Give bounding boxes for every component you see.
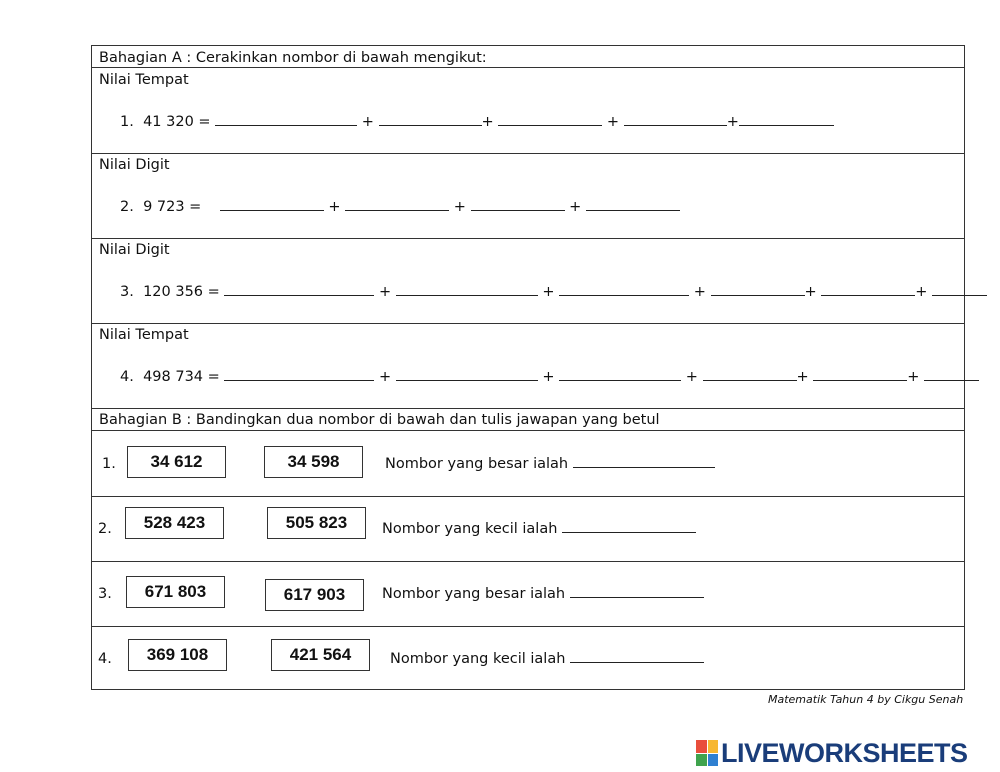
- question-text: Nombor yang besar ialah: [385, 456, 569, 472]
- answer-blank[interactable]: [624, 113, 727, 126]
- question-value: 120 356 =: [143, 284, 220, 300]
- question-number: 2.: [98, 521, 112, 537]
- question-number: 4.: [120, 369, 134, 385]
- question-number: 1.: [102, 456, 116, 472]
- answer-blank[interactable]: [573, 455, 715, 468]
- answer-blank[interactable]: [224, 368, 374, 381]
- answer-blank[interactable]: [396, 368, 538, 381]
- part-b-header: Bahagian B : Bandingkan dua nombor di bawah dan tulis jawapan yang betul: [99, 412, 660, 428]
- answer-blank[interactable]: [220, 198, 324, 211]
- divider: [92, 496, 964, 497]
- question-text: Nombor yang besar ialah: [382, 586, 566, 602]
- answer-blank[interactable]: [924, 368, 979, 381]
- answer-blank[interactable]: [559, 283, 689, 296]
- divider: [92, 408, 964, 409]
- question-number: 3.: [120, 284, 134, 300]
- answer-blank[interactable]: [559, 368, 681, 381]
- compare-question: [385, 455, 715, 473]
- divider: [92, 238, 964, 239]
- question-row-a1: 1. 41 320 = + + + +: [120, 113, 834, 131]
- compare-question: [382, 520, 696, 538]
- section-label: Nilai Tempat: [99, 72, 189, 88]
- question-text: Nombor yang kecil ialah: [382, 521, 558, 537]
- worksheet-table: [91, 45, 965, 690]
- answer-blank[interactable]: [345, 198, 449, 211]
- question-number: 1.: [120, 114, 134, 130]
- number-box: 369 108: [128, 639, 227, 671]
- logo-tile: [696, 740, 707, 753]
- logo-text: LIVEWORKSHEETS: [721, 737, 968, 768]
- question-value: 9 723 =: [143, 199, 202, 215]
- question-number: 3.: [98, 586, 112, 602]
- divider: [92, 153, 964, 154]
- answer-blank[interactable]: [711, 283, 805, 296]
- answer-blank[interactable]: [562, 520, 696, 533]
- answer-blank[interactable]: [932, 283, 987, 296]
- divider: [92, 626, 964, 627]
- section-label: Nilai Tempat: [99, 327, 189, 343]
- number-box: 671 803: [126, 576, 225, 608]
- answer-blank[interactable]: [586, 198, 680, 211]
- number-box: 421 564: [271, 639, 370, 671]
- question-row-a2: 2. 9 723 = + + +: [120, 198, 680, 216]
- number-box: 505 823: [267, 507, 366, 539]
- section-label: Nilai Digit: [99, 157, 170, 173]
- question-number: 2.: [120, 199, 134, 215]
- number-box: 528 423: [125, 507, 224, 539]
- question-row-a4: 4. 498 734 = + + + + +: [120, 368, 979, 386]
- answer-blank[interactable]: [471, 198, 565, 211]
- answer-blank[interactable]: [396, 283, 538, 296]
- logo-tile: [708, 754, 719, 767]
- number-box: 34 598: [264, 446, 363, 478]
- logo-mark-icon: [696, 740, 718, 766]
- answer-blank[interactable]: [821, 283, 915, 296]
- question-value: 498 734 =: [143, 369, 220, 385]
- logo-tile: [708, 740, 719, 753]
- question-row-a3: 3. 120 356 = + + + + +: [120, 283, 987, 301]
- answer-blank[interactable]: [379, 113, 482, 126]
- section-label: Nilai Digit: [99, 242, 170, 258]
- answer-blank[interactable]: [813, 368, 907, 381]
- compare-question: [382, 585, 704, 603]
- logo-tile: [696, 754, 707, 767]
- question-number: 4.: [98, 651, 112, 667]
- divider: [92, 323, 964, 324]
- answer-blank[interactable]: [739, 113, 834, 126]
- answer-blank[interactable]: [215, 113, 357, 126]
- divider: [92, 430, 964, 431]
- number-box: 34 612: [127, 446, 226, 478]
- footer-credit: Matematik Tahun 4 by Cikgu Senah: [768, 693, 964, 706]
- part-a-header: Bahagian A : Cerakinkan nombor di bawah mengikut:: [99, 50, 487, 66]
- compare-question: [390, 650, 704, 668]
- liveworksheets-logo[interactable]: [696, 737, 968, 769]
- answer-blank[interactable]: [703, 368, 797, 381]
- answer-blank[interactable]: [224, 283, 374, 296]
- answer-blank[interactable]: [570, 650, 704, 663]
- number-box: 617 903: [265, 579, 364, 611]
- divider: [92, 67, 964, 68]
- question-text: Nombor yang kecil ialah: [390, 651, 566, 667]
- divider: [92, 561, 964, 562]
- question-value: 41 320 =: [143, 114, 211, 130]
- answer-blank[interactable]: [498, 113, 602, 126]
- answer-blank[interactable]: [570, 585, 704, 598]
